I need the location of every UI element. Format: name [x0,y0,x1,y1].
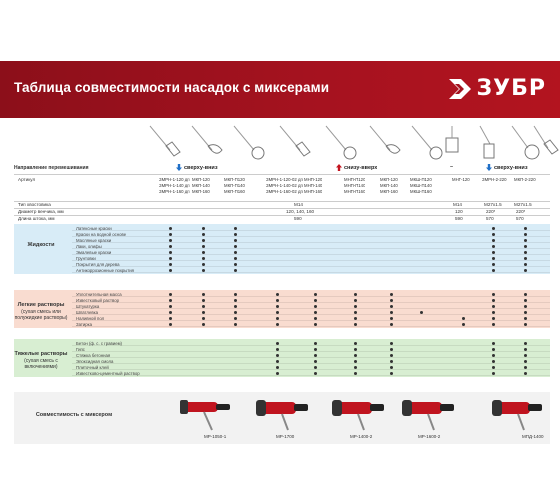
compatible-dot [524,342,527,345]
compatible-dot [314,372,317,375]
shank-label: Тип хвостовика [18,202,51,207]
material-name: Бетон (ф. с. с гравием) [76,340,122,346]
material-name: Латексные краски [76,225,112,231]
compatible-dot [524,251,527,254]
compatible-dot [276,323,279,326]
compatible-dot [524,245,527,248]
compatible-dot [492,323,495,326]
diameter-label: Диаметр венчика, мм [18,209,64,214]
compatible-dot [276,366,279,369]
article-cell: МКП-2-220 [514,177,536,182]
section-subtitle: (сухая смесь или полужидкие растворы) [14,309,68,321]
material-name: Грунтовки [76,255,96,261]
compatible-dot [492,360,495,363]
compatible-dot [524,269,527,272]
compatible-dot [524,366,527,369]
compatible-dot [202,227,205,230]
compatible-dot [390,354,393,357]
compatible-dot [390,305,393,308]
compatible-dot [202,257,205,260]
material-name: Известковый раствор [76,297,119,303]
section-2 [14,339,550,377]
article-cell: ЗМРН-1-120 дп ЗМРН-1-140 дп ЗМРН-1-160 дп [159,177,190,194]
logo-text: ЗУБР [476,76,546,101]
article-label: Артикул [18,177,36,182]
compatible-dot [169,323,172,326]
material-name: Лаки, олифы [76,243,102,249]
compatible-dot [420,311,423,314]
compatible-dot [169,233,172,236]
direction-row [14,163,550,173]
material-name: Покрытия для дерева [76,261,120,267]
compatible-dot [169,227,172,230]
compatible-dot [234,311,237,314]
compatible-dot [524,299,527,302]
compatible-dot [524,360,527,363]
mixer-label-2: МР-1700 [276,434,295,439]
compatible-dot [314,317,317,320]
material-row [72,370,550,376]
compatible-dot [202,311,205,314]
compatible-dot [390,317,393,320]
direction-label: Направление перемешивания [14,165,89,171]
compatible-dot [390,348,393,351]
section-0 [14,224,550,274]
compatible-dot [276,311,279,314]
material-name: Штукатурка [76,303,100,309]
mixer-drill-icon [174,396,234,432]
compatible-dot [354,354,357,357]
compatible-dot [314,360,317,363]
compatible-dot [524,257,527,260]
compatible-dot [202,239,205,242]
compatible-dot [462,323,465,326]
compatible-dot [276,317,279,320]
compatible-dot [390,323,393,326]
diameter-row: Диаметр венчика, мм 120, 140, 160 120 220* 220* [14,208,550,215]
compatible-dot [202,299,205,302]
material-name: Краски на водной основе [76,231,127,237]
compatible-dot [169,317,172,320]
material-name: Шпатлевка [76,309,98,315]
compatible-dot [234,233,237,236]
compatible-dot [492,239,495,242]
compatible-dot [492,305,495,308]
compatible-dot [276,348,279,351]
length-label: Длина штока, мм [18,216,55,221]
article-cell: МНГ-120 [452,177,470,182]
section-label [14,302,68,321]
compatible-dot [354,311,357,314]
compatible-dot [492,299,495,302]
mixer-label-4: МР-1600-2 [418,434,441,439]
section-1 [14,290,550,328]
compatible-dot [354,323,357,326]
zubr-logo-icon [447,77,473,101]
section-label [14,242,68,249]
mixer-label-3: МР-1400-2 [350,434,373,439]
compatible-dot [354,360,357,363]
section-title: Жидкости [27,242,55,248]
compatible-dot [492,354,495,357]
compatible-dot [492,372,495,375]
compatible-dot [234,323,237,326]
compatible-dot [492,317,495,320]
compatible-dot [390,366,393,369]
header-banner [0,61,560,118]
arrow-up-icon [336,164,342,171]
compatible-dot [169,245,172,248]
compatible-dot [390,293,393,296]
compatible-dot [492,251,495,254]
compatible-dot [354,305,357,308]
compatible-dot [234,251,237,254]
compatible-dot [202,245,205,248]
compatible-dot [314,311,317,314]
material-name: Эмалевые краски [76,249,112,255]
compatible-dot [524,372,527,375]
material-name: Известково-цементный раствор [76,370,140,376]
compatible-dot [314,366,317,369]
material-name: Плиточный клей [76,364,109,370]
compatible-dot [524,348,527,351]
compatible-dot [492,348,495,351]
mixer-label-1: МР-1050-1 [204,434,227,439]
mixer-label-5: МПД-1400 [522,434,544,439]
compatible-dot [524,305,527,308]
direction-none: – [450,164,454,170]
section-label [14,351,68,370]
compatible-dot [202,323,205,326]
page-title: Таблица совместимости насадок с миксерами [14,80,330,95]
compatible-dot [492,342,495,345]
compatible-dot [234,263,237,266]
material-name: Гипс [76,346,85,352]
mixer-drill-icon [398,396,458,432]
compatible-dot [276,299,279,302]
compatible-dot [314,354,317,357]
compatible-dot [234,293,237,296]
compatible-dot [524,239,527,242]
material-name: Антикоррозионные покрытия [76,267,134,273]
compatible-dot [202,317,205,320]
compatible-dot [234,317,237,320]
compatible-dot [169,263,172,266]
compatible-dot [314,323,317,326]
mixer-drill-icon [252,396,312,432]
compatible-dot [492,233,495,236]
compatible-dot [234,257,237,260]
compatible-dot [524,233,527,236]
article-cell: МКП-120 МКП-140 МКП-160 [380,177,398,194]
material-row [72,267,550,273]
material-row [72,321,550,327]
compatible-dot [390,360,393,363]
arrow-down-icon [486,164,492,171]
compatible-dot [169,293,172,296]
compatible-dot [390,311,393,314]
compat-label: Совместимость с миксером [35,412,113,418]
compatible-dot [202,293,205,296]
direction-down-2: сверху-вниз [486,164,528,171]
compatible-dot [276,360,279,363]
material-name: Эпоксидная смола [76,358,114,364]
compatible-dot [276,293,279,296]
compatible-dot [314,348,317,351]
compatible-dot [234,269,237,272]
compatible-dot [169,239,172,242]
compatible-dot [524,311,527,314]
compatible-dot [524,317,527,320]
compatible-dot [276,305,279,308]
compatible-dot [492,263,495,266]
compatible-dot [234,299,237,302]
compatible-dot [202,251,205,254]
section-title: Тяжелые растворы [14,351,68,357]
shank-row: Тип хвостовика М14 М14 М27х1.5 М27х1.5 [14,201,550,208]
compatible-dot [354,366,357,369]
arrow-down-icon [176,164,182,171]
length-row: Длина штока, мм 590 590 570 570 [14,215,550,222]
compatible-dot [524,293,527,296]
compatible-dot [314,342,317,345]
compatible-dot [354,342,357,345]
compatible-dot [169,251,172,254]
compatible-dot [314,305,317,308]
compatible-dot [492,366,495,369]
compatible-dot [524,323,527,326]
article-cell: ЗМРН-1-120-02 дп ЗМРН-1-140-02 дп ЗМРН-1-160-02 дп [266,177,303,194]
compatible-dot [492,269,495,272]
compatible-dot [462,317,465,320]
article-cell: МНП-120 МНП-140 МНП-160 [304,177,323,194]
section-subtitle: (сухая смесь с включениями) [24,358,58,370]
compatible-dot [202,233,205,236]
compatible-dot [354,299,357,302]
compatible-dot [202,263,205,266]
compatible-dot [234,305,237,308]
compatible-dot [169,299,172,302]
mixer-drill-icon [328,396,388,432]
compatible-dot [492,311,495,314]
article-cell: МКП-П120 МКП-П140 МКП-П160 [224,177,245,194]
compatible-dot [492,293,495,296]
compatible-dot [276,342,279,345]
mixer-attachments-illustration [130,122,560,162]
mixer-compatibility-row [14,392,550,444]
material-name: Стяжка бетонная [76,352,111,358]
compatible-dot [354,348,357,351]
compatible-dot [276,354,279,357]
compatible-dot [492,245,495,248]
compatible-dot [169,305,172,308]
article-cell: МКШ-П120 МКШ-П140 МКШ-П160 [410,177,432,194]
compatible-dot [524,354,527,357]
material-name: Уплотнительная масса [76,291,122,297]
compatible-dot [354,293,357,296]
mixer-drill-icon [490,396,546,432]
compatible-dot [524,227,527,230]
compatible-dot [169,269,172,272]
compatible-dot [390,342,393,345]
compatible-dot [354,317,357,320]
compatible-dot [169,311,172,314]
material-name: Затирка [76,321,93,327]
compatible-dot [314,299,317,302]
compatible-dot [234,245,237,248]
compatible-dot [234,239,237,242]
compatible-dot [354,372,357,375]
compatible-dot [314,293,317,296]
material-name: Наливной пол [76,315,105,321]
compatible-dot [492,227,495,230]
article-row [14,174,550,200]
article-cell: ЗМРН-2-220 [482,177,507,182]
compatible-dot [234,227,237,230]
compatible-dot [390,372,393,375]
compatible-dot [202,305,205,308]
direction-down-1: сверху-вниз [176,164,218,171]
section-title: Легкие растворы [17,302,65,308]
compatible-dot [169,257,172,260]
article-cell: МКП-120 МКП-140 МКП-160 [192,177,210,194]
article-cell: МНП-П120 МНП-П140 МНП-П160 [344,177,366,194]
material-name: Масляные краски [76,237,112,243]
compatible-dot [276,372,279,375]
brand-logo [447,76,546,101]
compatible-dot [390,299,393,302]
direction-up: снизу-вверх [336,164,377,171]
compatible-dot [202,269,205,272]
compatible-dot [524,263,527,266]
compatible-dot [492,257,495,260]
